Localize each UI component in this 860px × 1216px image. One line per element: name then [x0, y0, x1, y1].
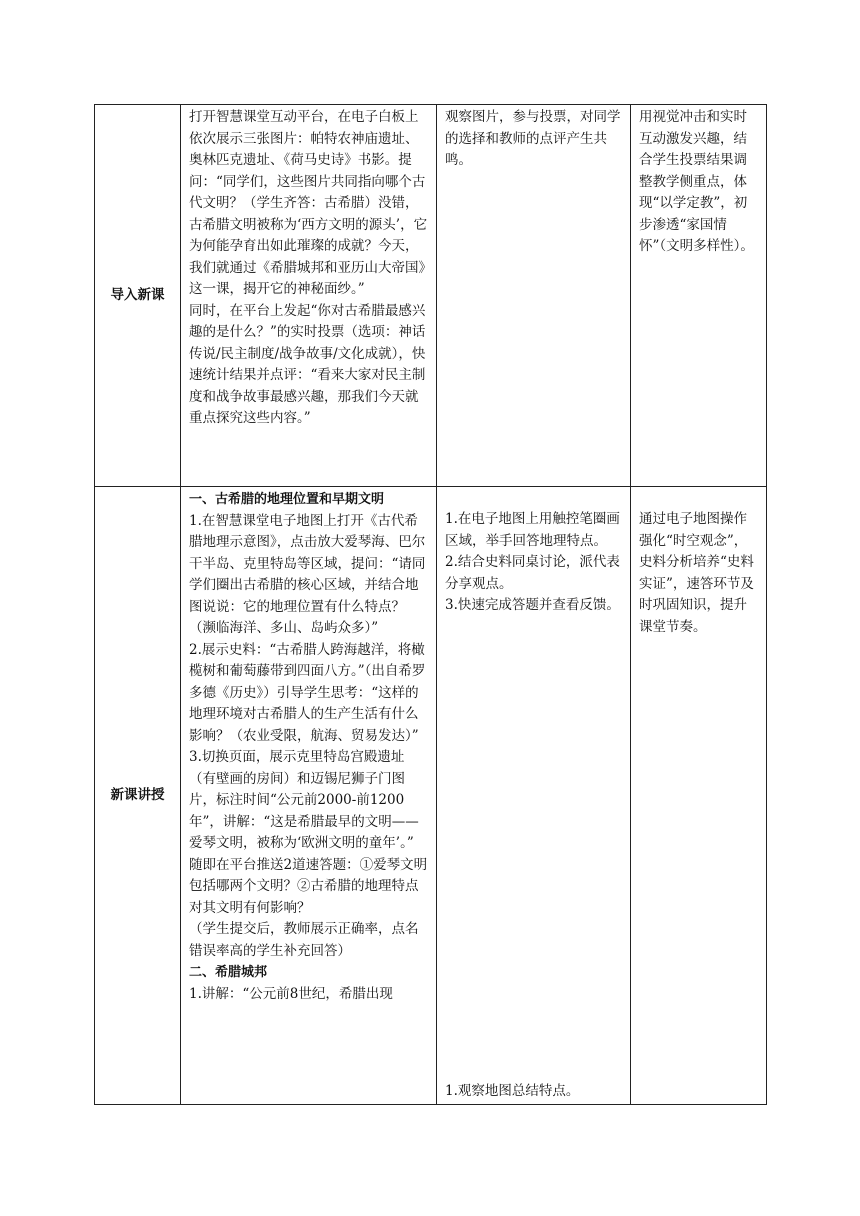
- section-heading: 一、古希腊的地理位置和早期文明: [189, 492, 385, 507]
- teacher-paragraph: 1.讲解：“公元前8世纪，希腊出现: [189, 985, 393, 1002]
- intent-paragraph: 通过电子地图操作强化“时空观念”，史料分析培养“史料实证”，速答环节及时巩固知识，提升课堂节奏。: [639, 511, 754, 635]
- teacher-paragraph: 1.在智慧课堂电子地图上打开《古代希腊地理示意图》，点击放大爱琴海、巴尔干半岛、克里特岛等区域，提问：“请同学们圈出古希腊的核心区域，并结合地图说说：它的地理位置有什么特点？（濒临海洋、多山、岛屿众多）”: [189, 512, 426, 636]
- table-row: [95, 105, 767, 487]
- student-paragraph: 1.观察地图总结特点。: [445, 1082, 580, 1099]
- stage-cell: 导入新课: [95, 105, 181, 487]
- teacher-activity-cell: [181, 487, 437, 1105]
- section-heading: 二、希腊城邦: [189, 965, 268, 980]
- teacher-activity-cell: [181, 105, 437, 487]
- student-paragraph: 1.在电子地图上用触控笔圈画区域，举手回答地理特点。: [445, 511, 620, 549]
- teacher-paragraph: 2.展示史料：“古希腊人跨海越洋，将橄榄树和葡萄藤带到四面八方。”（出自希罗多德《历史》）引导学生思考：“这样的地理环境对古希腊人的生产生活有什么影响？（农业受限，航海、贸易发达）”: [189, 641, 426, 744]
- teacher-paragraph: 同时，在平台上发起“你对古希腊最感兴趣的是什么？”的实时投票（选项：神话传说/民主制度/战争故事/文化成就），快速统计结果并点评：“看来大家对民主制度和战争故事最感兴趣，那我们今天就重点探究这些内容。”: [189, 302, 426, 426]
- design-intent-cell: [631, 105, 767, 487]
- student-paragraph: 2.结合史料同桌讨论，派代表分享观点。: [445, 554, 620, 592]
- teacher-paragraph: 3.切换页面，展示克里特岛宫殿遗址（有壁画的房间）和迈锡尼狮子门图片，标注时间“公元前2000-前1200年”，讲解：“这是希腊最早的文明——爱琴文明，被称为‘欧洲文明的童年’。” 随即在平台推送2道速答题：①爱琴文明包括哪两个文明？②古希腊的地理特点对其文明有何影响？: [189, 749, 428, 916]
- student-activity-cell: [437, 487, 631, 1105]
- teacher-paragraph: 打开智慧课堂互动平台，在电子白板上依次展示三张图片：帕特农神庙遗址、奥林匹克遗址、《荷马史诗》书影。提问：“同学们，这些图片共同指向哪个古代文明？（学生齐答：古希腊）没错，古希腊文明被称为‘西方文明的源头’，它为何能孕育出如此璀璨的成就？今天，我们就通过《希腊城邦和亚历山大帝国》这一课，揭开它的神秘面纱。”: [189, 109, 428, 297]
- table-row: [95, 487, 767, 1105]
- intent-paragraph: 用视觉冲击和实时互动激发兴趣，结合学生投票结果调整教学侧重点，体现“以学定教”，初步渗透“家国情怀”（文明多样性）。: [639, 109, 754, 254]
- lesson-plan-table: [94, 104, 767, 1105]
- student-activity-cell: [437, 105, 631, 487]
- teacher-paragraph: （学生提交后，教师展示正确率，点名错误率高的学生补充回答）: [189, 921, 419, 959]
- student-paragraph: 观察图片，参与投票，对同学的选择和教师的点评产生共鸣。: [445, 109, 621, 168]
- stage-cell: 新课讲授: [95, 487, 181, 1105]
- student-paragraph: 3.快速完成答题并查看反馈。: [445, 597, 620, 613]
- design-intent-cell: [631, 487, 767, 1105]
